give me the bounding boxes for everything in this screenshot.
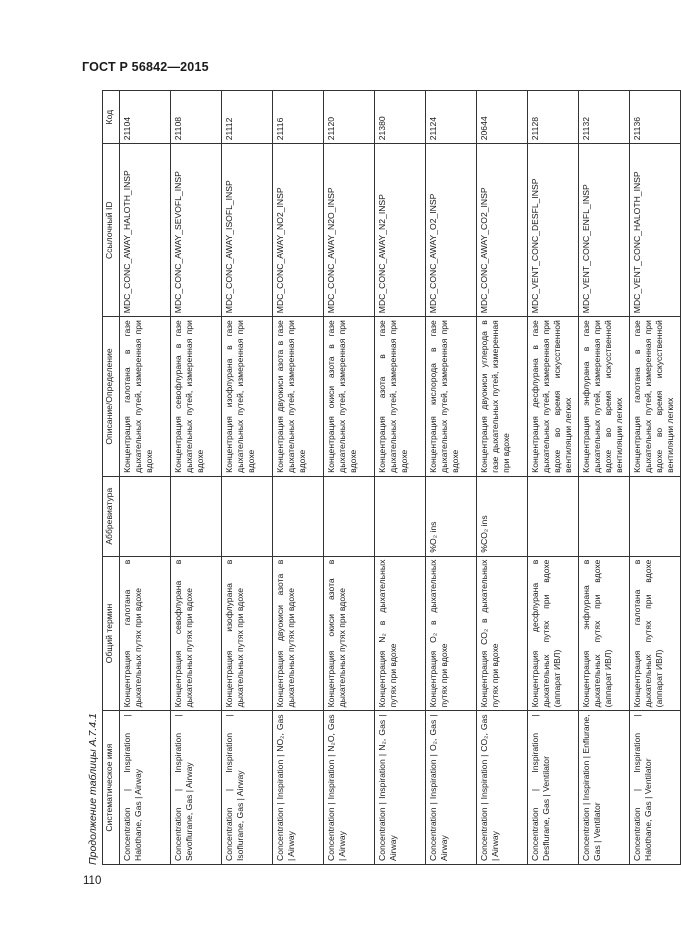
cell-systematic-name: Concentration | Inspiration | Sevoflurane, Gas | Airway [171,711,222,865]
cell-reference-id: MDC_CONC_AWAY_ISOFL_INSP [222,144,273,317]
cell-abbreviation [120,476,171,556]
cell-abbreviation [528,476,579,556]
page-number: 110 [83,875,102,887]
col-header-common-term: Общий термин [103,556,120,711]
table-row [375,91,426,865]
cell-systematic-name: Concentration | Inspiration | N₂O, Gas | Airway [324,711,375,865]
cell-abbreviation [630,476,681,556]
cell-reference-id: MDC_CONC_AWAY_N2O_INSP [324,144,375,317]
table-row [324,91,375,865]
cell-abbreviation [222,476,273,556]
cell-description: Концентрация окиси азота в газе дыхательных путей, измеренная при вдохе [324,317,375,477]
cell-abbreviation: %CO₂ ins [477,476,528,556]
cell-abbreviation [375,476,426,556]
cell-systematic-name: Concentration | Inspiration | NO₂, Gas | Airway [273,711,324,865]
table-caption: Продолжение таблицы А.7.4.1 [87,713,99,865]
cell-common-term: Концентрация десфлурана в дыхательных путях при вдохе (аппарат ИВЛ) [528,556,579,711]
table-row [222,91,273,865]
cell-description: Концентрация энфлурана в газе дыхательных путей, измеренная при вдохе во время искусственной вентиляции легких [579,317,630,477]
cell-abbreviation [324,476,375,556]
cell-abbreviation: %O₂ ins [426,476,477,556]
cell-abbreviation [579,476,630,556]
cell-reference-id: MDC_CONC_AWAY_CO2_INSP [477,144,528,317]
cell-common-term: Концентрация севофлурана в дыхательных путях при вдохе [171,556,222,711]
cell-reference-id: MDC_VENT_CONC_ENFL_INSP [579,144,630,317]
cell-common-term: Концентрация N₂ в дыхательных путях при вдохе [375,556,426,711]
col-header-systematic-name: Систематическое имя [103,711,120,865]
cell-description: Концентрация азота в газе дыхательных путей, измеренная при вдохе [375,317,426,477]
cell-systematic-name: Concentration | Inspiration | Isoflurane, Gas | Airway [222,711,273,865]
cell-description: Концентрация галотана в газе дыхательных путей, измеренная при вдохе [120,317,171,477]
table-body [120,91,681,865]
cell-reference-id: MDC_VENT_CONC_HALOTH_INSP [630,144,681,317]
cell-common-term: Концентрация двуокиси азота в дыхательных путях при вдохе [273,556,324,711]
cell-systematic-name: Concentration | Inspiration | O₂, Gas | Airway [426,711,477,865]
cell-common-term: Концентрация O₂ в дыхательных путях при вдохе [426,556,477,711]
table-row [273,91,324,865]
cell-systematic-name: Concentration | Inspiration | Desflurane, Gas | Ventilator [528,711,579,865]
cell-code: 21128 [528,91,579,144]
cell-reference-id: MDC_CONC_AWAY_NO2_INSP [273,144,324,317]
col-header-description: Описание/Определение [103,317,120,477]
rotated-table-block [86,90,675,865]
table-row [120,91,171,865]
cell-code: 21120 [324,91,375,144]
table-row [426,91,477,865]
cell-code: 21380 [375,91,426,144]
cell-description: Концентрация севофлурана в газе дыхательных путей, измеренная при вдохе [171,317,222,477]
cell-abbreviation [171,476,222,556]
cell-description: Концентрация кислорода в газе дыхательных путей, измеренная при вдохе [426,317,477,477]
cell-common-term: Концентрация окиси азота в дыхательных путях при вдохе [324,556,375,711]
cell-reference-id: MDC_VENT_CONC_DESFL_INSP [528,144,579,317]
document-header: ГОСТ Р 56842—2015 [82,60,209,74]
cell-reference-id: MDC_CONC_AWAY_N2_INSP [375,144,426,317]
col-header-reference-id: Ссылочный ID [103,144,120,317]
col-header-code: Код [103,91,120,144]
cell-reference-id: MDC_CONC_AWAY_O2_INSP [426,144,477,317]
cell-systematic-name: Concentration | Inspiration | Enflurane, Gas | Ventilator [579,711,630,865]
cell-description: Концентрация двуокиси углерода в газе дыхательных путей, измеренная при вдохе [477,317,528,477]
table-row [579,91,630,865]
cell-code: 21116 [273,91,324,144]
cell-description: Концентрация галотана в газе дыхательных путей, измеренная при вдохе во время искусственной вентиляции легких [630,317,681,477]
cell-systematic-name: Concentration | Inspiration | CO₂, Gas | Airway [477,711,528,865]
cell-code: 21104 [120,91,171,144]
cell-code: 21136 [630,91,681,144]
cell-common-term: Концентрация энфлурана в дыхательных путях при вдохе (аппарат ИВЛ) [579,556,630,711]
cell-reference-id: MDC_CONC_AWAY_HALOTH_INSP [120,144,171,317]
table-header-row [103,91,120,865]
cell-code: 21108 [171,91,222,144]
cell-code: 21124 [426,91,477,144]
table-row [630,91,681,865]
cell-abbreviation [273,476,324,556]
table-row [171,91,222,865]
cell-systematic-name: Concentration | Inspiration | N₂, Gas | Airway [375,711,426,865]
cell-systematic-name: Concentration | Inspiration | Halothane, Gas | Ventilator [630,711,681,865]
cell-code: 21112 [222,91,273,144]
cell-description: Концентрация изофлурана в газе дыхательных путей, измеренная при вдохе [222,317,273,477]
cell-description: Концентрация двуокиси азота в газе дыхательных путей, измеренная при вдохе [273,317,324,477]
cell-reference-id: MDC_CONC_AWAY_SEVOFL_INSP [171,144,222,317]
cell-common-term: Концентрация галотана в дыхательных путях при вдохе (аппарат ИВЛ) [630,556,681,711]
nomenclature-table [102,90,681,865]
cell-common-term: Концентрация CO₂ в дыхательных путях при вдохе [477,556,528,711]
col-header-abbreviation: Аббревиатура [103,476,120,556]
cell-description: Концентрация десфлурана в газе дыхательных путей, измеренная при вдохе во время искусственной вентиляции легких [528,317,579,477]
cell-common-term: Концентрация галотана в дыхательных путях при вдохе [120,556,171,711]
cell-common-term: Концентрация изофлурана в дыхательных путях при вдохе [222,556,273,711]
cell-code: 21132 [579,91,630,144]
cell-systematic-name: Concentration | Inspiration | Halothane, Gas | Airway [120,711,171,865]
table-row [528,91,579,865]
cell-code: 20644 [477,91,528,144]
table-row [477,91,528,865]
